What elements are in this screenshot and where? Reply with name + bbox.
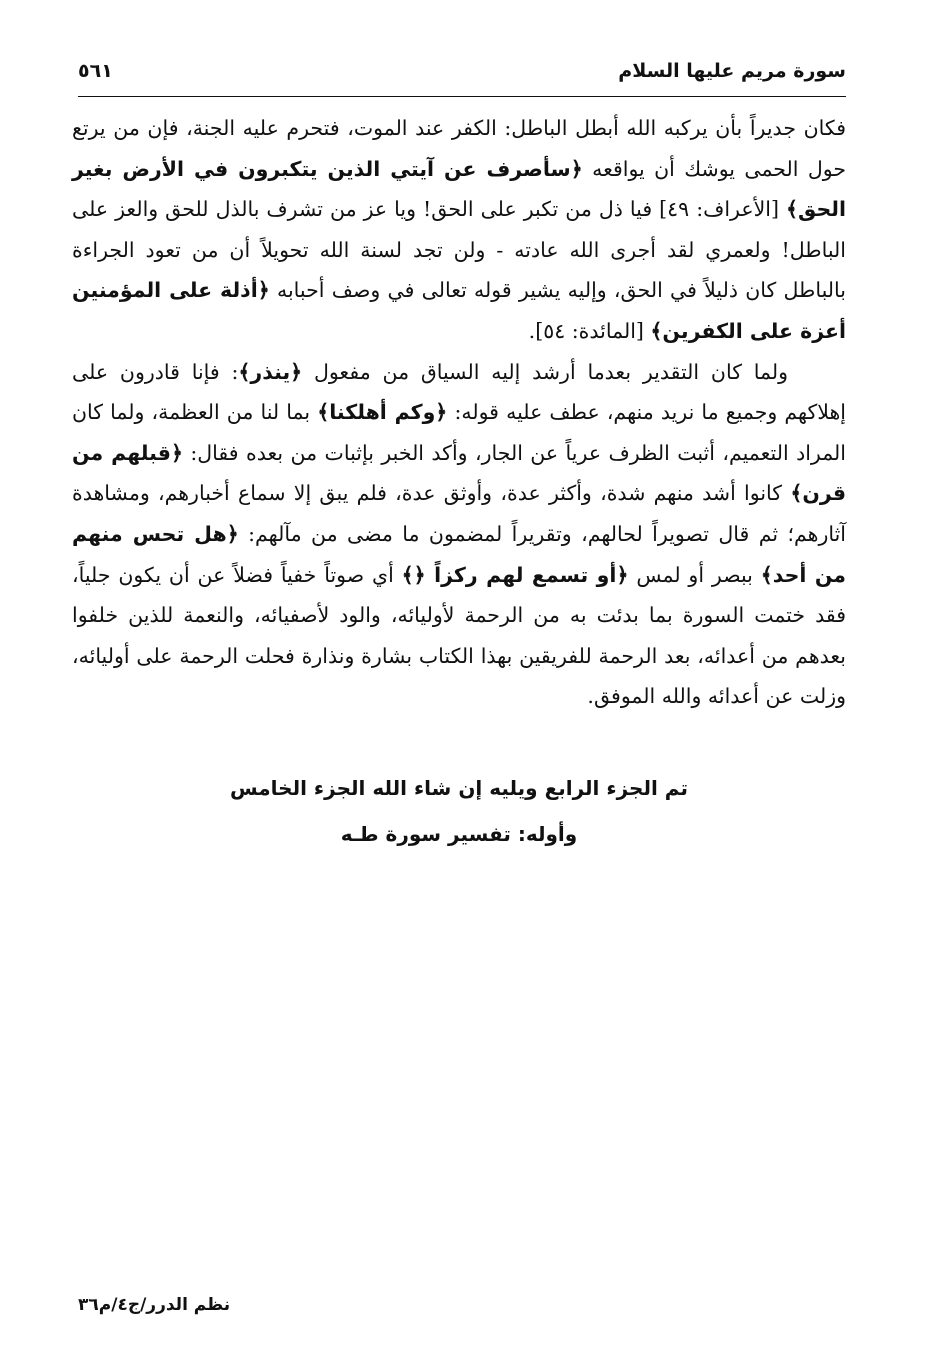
text-span: فكان جديراً بأن يركبه الله أبطل الباطل: الكفر عند الموت، فتحرم عليه الجنة، فإن من يرتع حول الحمى يوشك أن يواقعه: [72, 116, 846, 181]
page-header: [78, 54, 846, 94]
body-text: [72, 108, 846, 717]
footer-signature: نظم الدرر/ج٤/م٣٦: [78, 1295, 231, 1315]
text-span: [الأعراف: ٤٩] فيا ذل من تكبر على الحق! ويا عز من تشرف بالذل للحق والعز على الباطل! ولعمري لقد أجرى الله عادته - ولن تجد لسنة الله تحويلاً أن من تعود الجراءة بالباطل كان ذليلاً في الحق، وإليه يشير قوله تعالى في وصف أحبابه: [72, 197, 846, 303]
paragraph-2: [72, 352, 846, 717]
quran-quote: ﴿هل تحس منهم من أحد﴾: [72, 521, 846, 587]
text-span: بما لنا من العظمة، ولما كان المراد التعميم، أثبت الظرف عرياً عن الجار، وأكد الخبر بإثبات من بعده فقال:: [72, 400, 846, 465]
closing-note-line-1: تم الجزء الرابع ويليه إن شاء الله الجزء الخامس: [230, 776, 688, 800]
quran-quote: ﴿ينذر﴾: [238, 359, 303, 384]
quran-quote: ﴿وكم أهلكنا﴾: [317, 400, 448, 425]
paragraph-1: [72, 108, 846, 352]
text-span: ببصر أو لمس: [628, 562, 761, 587]
text-span: أي صوتاً خفياً فضلاً عن أن يكون جلياً، فقد ختمت السورة بما بدئت به من الرحمة لأوليائه، والود لأصفيائه، والنعمة للذين خلفوا بعدهم من أعدائه، بعد الرحمة للفريقين بهذا الكتاب بشارة ونذارة فحلت الرحمة على أوليائه، وزلت عن أعدائه والله الموفق.: [72, 562, 846, 709]
text-span: كانوا أشد منهم شدة، وأكثر عدة، وأوثق عدة، فلم يبق إلا سماع أخبارهم، ومشاهدة آثارهم؛ ثم قال تصويراً لحالهم، وتقريراً لمضمون ما مضى من مآلهم:: [72, 481, 847, 546]
text-span: [المائدة: ٥٤].: [528, 318, 651, 343]
page-number: ٥٦١: [78, 60, 113, 82]
surah-title: سورة مريم عليها السلام: [618, 60, 846, 82]
quran-quote: ﴿سأصرف عن آيتي الذين يتكبرون في الأرض بغير الحق﴾: [72, 156, 846, 222]
quran-quote: ﴿قبلهم من قرن﴾: [72, 440, 846, 506]
text-span: : فإنا قادرون على إهلاكهم وجميع ما نريد منهم، عطف عليه قوله:: [72, 359, 847, 425]
text-span: ولما كان التقدير بعدما أرشد إليه السياق من مفعول: [302, 359, 788, 384]
quran-quote: ﴿أو تسمع لهم ركزاً ﴿﴾: [401, 562, 629, 587]
quran-quote: ﴿أذلة على المؤمنين أعزة على الكفرين﴾: [72, 278, 846, 343]
closing-note-line-2: وأوله: تفسير سورة طـه: [340, 822, 578, 846]
header-divider: [78, 96, 846, 97]
